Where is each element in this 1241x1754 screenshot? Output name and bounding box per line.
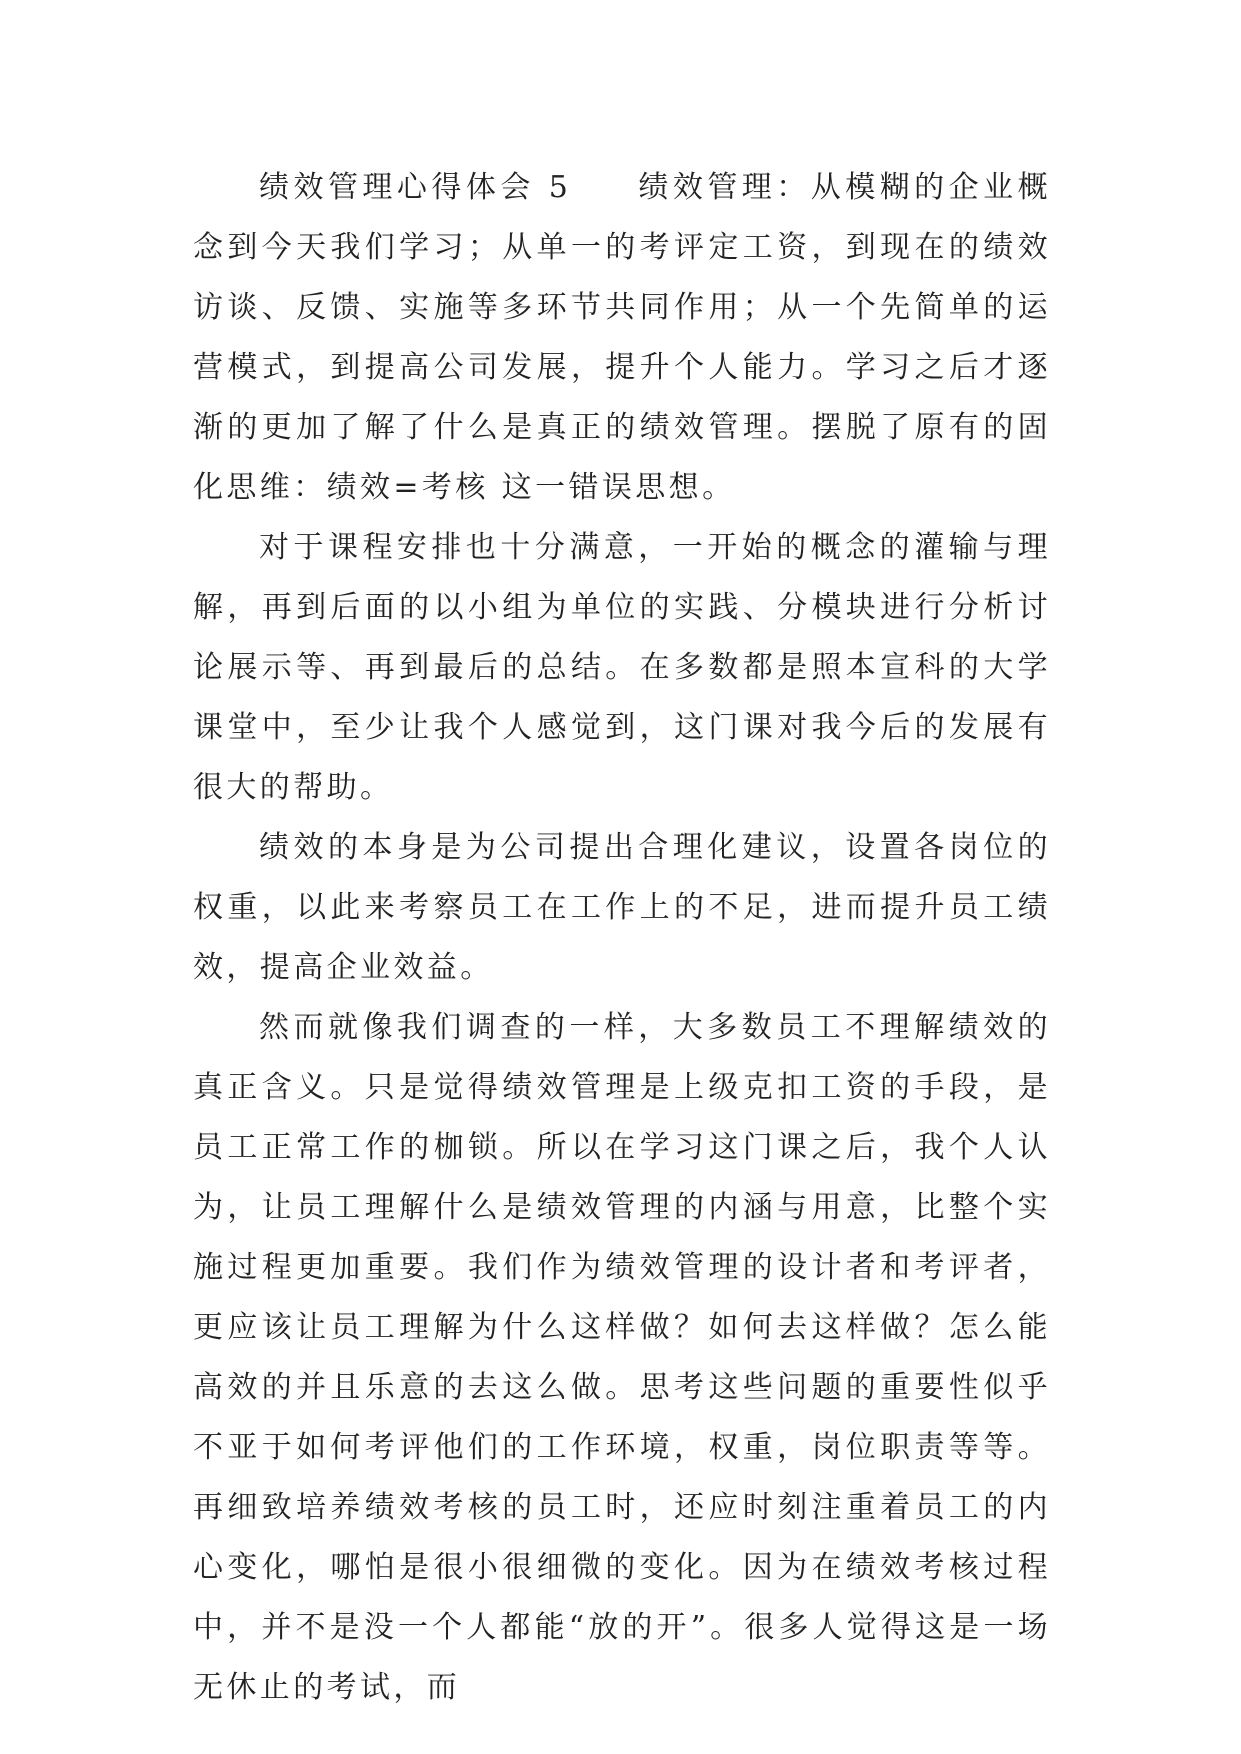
paragraph-1-text: 绩效管理：从模糊的企业概念到今天我们学习；从单一的考评定工资，到现在的绩效访谈、反馈、实施等多环节共同作用；从一个先简单的运营模式，到提高公司发展，提升个人能力。学习之后才逐渐的更加了解了什么是真正的绩效管理。摆脱了原有的固化思维：绩效=考核 这一错误思想。 (193, 170, 1051, 505)
document-body (193, 158, 1051, 1718)
paragraph-2: 对于课程安排也十分满意，一开始的概念的灌输与理解，再到后面的以小组为单位的实践、分模块进行分析讨论展示等、再到最后的总结。在多数都是照本宣科的大学课堂中，至少让我个人感觉到，这门课对我今后的发展有很大的帮助。 (193, 530, 1051, 805)
paragraph-1 (193, 158, 1051, 518)
document-title: 绩效管理心得体会 5 (259, 170, 572, 205)
paragraph-3: 绩效的本身是为公司提出合理化建议，设置各岗位的权重，以此来考察员工在工作上的不足，进而提升员工绩效，提高企业效益。 (193, 830, 1051, 985)
paragraph-4: 然而就像我们调查的一样，大多数员工不理解绩效的真正含义。只是觉得绩效管理是上级克扣工资的手段，是员工正常工作的枷锁。所以在学习这门课之后，我个人认为，让员工理解什么是绩效管理的内涵与用意，比整个实施过程更加重要。我们作为绩效管理的设计者和考评者，更应该让员工理解为什么这样做？如何去这样做？怎么能高效的并且乐意的去这么做。思考这些问题的重要性似乎不亚于如何考评他们的工作环境，权重，岗位职责等等。 再细致培养绩效考核的员工时，还应时刻注重着员工的内心变化，哪怕是很小很细微的变化。因为在绩效考核过程中，并不是没一个人都能“放的开”。很多人觉得这是一场无休止的考试，而 (193, 1010, 1051, 1705)
